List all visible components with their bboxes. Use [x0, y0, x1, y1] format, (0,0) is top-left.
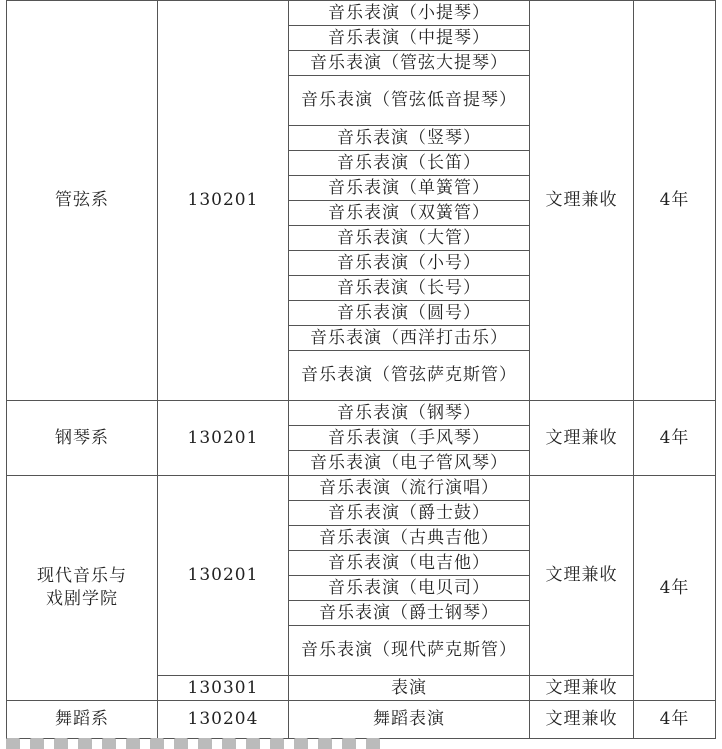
- dept-cell: 钢琴系: [7, 401, 158, 476]
- subject-cell: 文理兼收: [530, 676, 634, 701]
- duration-cell: 4年: [634, 401, 716, 476]
- code-cell: 130201: [158, 401, 289, 476]
- program-cell: 音乐表演（竖琴）: [289, 126, 530, 151]
- program-cell: 音乐表演（西洋打击乐）: [289, 326, 530, 351]
- program-cell: 音乐表演（钢琴）: [289, 401, 530, 426]
- program-cell: 音乐表演（双簧管）: [289, 201, 530, 226]
- program-table: [6, 0, 716, 739]
- program-cell: 音乐表演（电子管风琴）: [289, 451, 530, 476]
- program-cell: 表演: [289, 676, 530, 701]
- program-cell: 音乐表演（小提琴）: [289, 1, 530, 26]
- program-cell: 音乐表演（大管）: [289, 226, 530, 251]
- duration-cell: 4年: [634, 476, 716, 701]
- cropped-text-line: [6, 737, 466, 749]
- code-cell: 130201: [158, 476, 289, 676]
- program-cell: 音乐表演（长笛）: [289, 151, 530, 176]
- code-cell: 130301: [158, 676, 289, 701]
- dept-cell: 舞蹈系: [7, 701, 158, 739]
- program-cell: 音乐表演（流行演唱）: [289, 476, 530, 501]
- program-cell: 音乐表演（单簧管）: [289, 176, 530, 201]
- dept-cell: 现代音乐与戏剧学院: [7, 476, 158, 701]
- program-cell: 音乐表演（管弦低音提琴）: [289, 76, 530, 126]
- program-cell: 音乐表演（管弦大提琴）: [289, 51, 530, 76]
- dept-cell: 管弦系: [7, 1, 158, 401]
- program-cell: 音乐表演（电吉他）: [289, 551, 530, 576]
- program-cell: 音乐表演（爵士钢琴）: [289, 601, 530, 626]
- subject-cell: 文理兼收: [530, 701, 634, 739]
- program-cell: 音乐表演（圆号）: [289, 301, 530, 326]
- subject-cell: 文理兼收: [530, 401, 634, 476]
- code-cell: 130204: [158, 701, 289, 739]
- duration-cell: 4年: [634, 701, 716, 739]
- program-cell: 音乐表演（爵士鼓）: [289, 501, 530, 526]
- program-cell: 音乐表演（长号）: [289, 276, 530, 301]
- program-cell: 音乐表演（小号）: [289, 251, 530, 276]
- program-cell: 音乐表演（现代萨克斯管）: [289, 626, 530, 676]
- program-cell: 舞蹈表演: [289, 701, 530, 739]
- program-cell: 音乐表演（手风琴）: [289, 426, 530, 451]
- program-cell: 音乐表演（古典吉他）: [289, 526, 530, 551]
- code-cell: 130201: [158, 1, 289, 401]
- program-cell: 音乐表演（中提琴）: [289, 26, 530, 51]
- duration-cell: 4年: [634, 1, 716, 401]
- program-cell: 音乐表演（电贝司）: [289, 576, 530, 601]
- subject-cell: 文理兼收: [530, 1, 634, 401]
- subject-cell: 文理兼收: [530, 476, 634, 676]
- program-cell: 音乐表演（管弦萨克斯管）: [289, 351, 530, 401]
